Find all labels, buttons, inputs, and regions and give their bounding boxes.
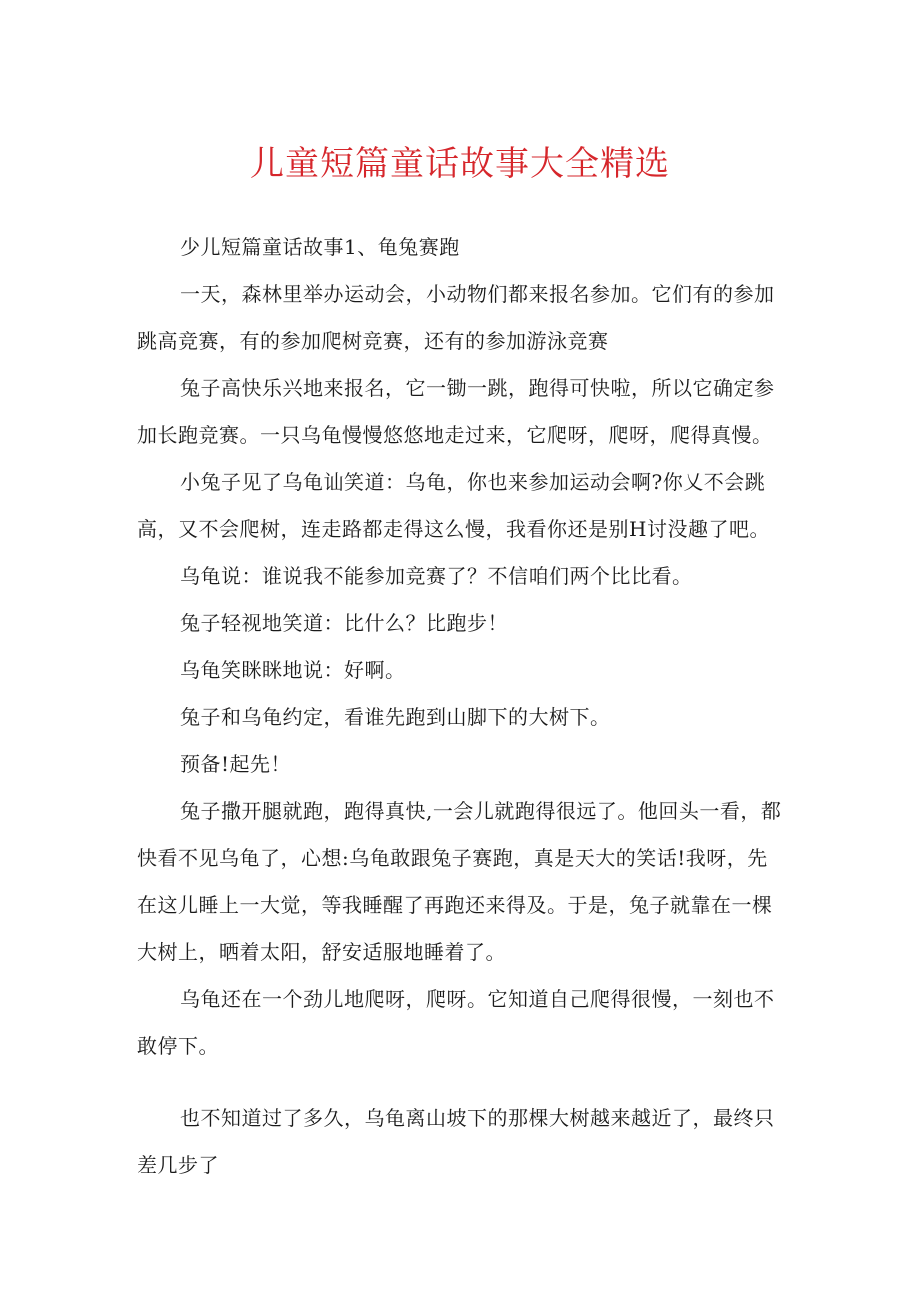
paragraph: 乌龟还在一个劲儿地爬呀，爬呀。它知道自己爬得很慢，一刻也不敢停下。 bbox=[137, 987, 775, 1058]
paragraph: 乌龟说：谁说我不能参加竞赛了？不信咱们两个比比看。 bbox=[180, 564, 693, 588]
paragraph: 也不知道过了多久，乌龟离山坡下的那棵大树越来越近了，最终只差几步了 bbox=[137, 1106, 775, 1177]
paragraph: 兔子和乌龟约定，看谁先跑到山脚下的大树下。 bbox=[180, 705, 611, 729]
paragraph: 预备!起先！ bbox=[180, 752, 292, 776]
paragraph: 一天，森林里举办运动会，小动物们都来报名参加。它们有的参加跳高竞赛，有的参加爬树竞赛，还有的参加游泳竞赛 bbox=[137, 282, 775, 353]
document-title: 儿童短篇童话故事大全精选 bbox=[250, 144, 670, 184]
document-body-continued bbox=[137, 1095, 787, 1189]
paragraph-heading: 少儿短篇童话故事1、龟兔赛跑 bbox=[180, 235, 460, 259]
paragraph: 兔子撒开腿就跑，跑得真快,一会儿就跑得很远了。他回头一看，都快看不见乌龟了，心想:乌龟敢跟兔子赛跑，真是天大的笑话!我呀，先在这儿睡上一大觉，等我睡醒了再跑还来得及。于是，兔子就靠在一棵大树上，晒着太阳，舒安适服地睡着了。 bbox=[137, 799, 782, 964]
paragraph: 兔子高快乐兴地来报名，它一锄一跳，跑得可快啦，所以它确定参加长跑竞赛。一只乌龟慢慢悠悠地走过来，它爬呀，爬呀，爬得真慢。 bbox=[137, 376, 775, 447]
paragraph: 小兔子见了乌龟讪笑道：乌龟，你也来参加运动会啊?你乂不会跳高，又不会爬树，连走路都走得这么慢，我看你还是别H讨没趣了吧。 bbox=[137, 470, 770, 541]
document-body bbox=[137, 224, 787, 1070]
paragraph: 兔子轻视地笑道：比什么？比跑步！ bbox=[180, 611, 508, 635]
paragraph: 乌龟笑眯眯地说：好啊。 bbox=[180, 658, 406, 682]
